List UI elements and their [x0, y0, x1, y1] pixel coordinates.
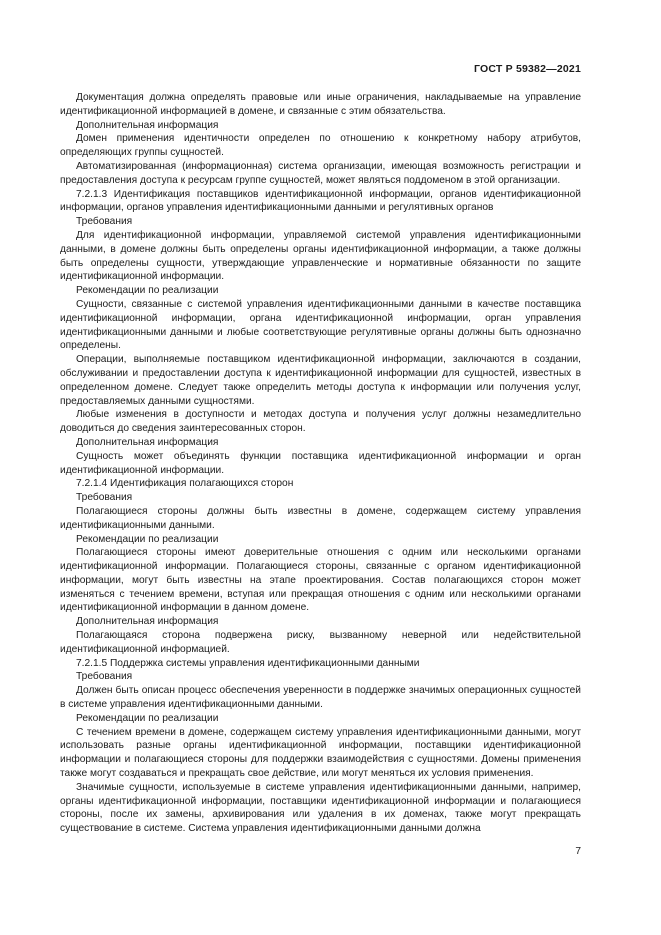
document-body — [60, 91, 581, 836]
section-label: Дополнительная информация — [76, 436, 219, 448]
paragraph: Полагающиеся стороны должны быть известны в домене, содержащем систему управления идентификационными данными. — [60, 505, 581, 531]
section-heading: 7.2.1.5 Поддержка системы управления идентификационными данными — [76, 657, 420, 669]
paragraph: Операции, выполняемые поставщиком идентификационной информации, заключаются в создании, обслуживании и предоставлении доступа к идентификационной информации для сущностей, известных в определенном домене. Следует также определить методы доступа к информации или получения услуг, предоставляемых данными сущностями. — [60, 354, 581, 407]
page-number: 7 — [575, 846, 581, 857]
paragraph: Полагающиеся стороны имеют доверительные отношения с одним или несколькими органами идентификационной информации. Полагающиеся стороны, связанные с органом идентификационной информации, могут быть известны на этапе проектирования. Состав полагающихся сторон может изменяться с течением времени, вступая или прекращая отношения с одним или несколькими органами идентификационной информации в данном домене. — [60, 547, 581, 614]
paragraph: Домен применения идентичности определен по отношению к конкретному набору атрибутов, определяющих группы сущностей. — [60, 133, 581, 159]
section-label: Рекомендации по реализации — [76, 285, 219, 297]
section-label: Рекомендации по реализации — [76, 533, 219, 545]
paragraph: Любые изменения в доступности и методах доступа и получения услуг должны незамедлительно доводиться до сведения заинтересованных сторон. — [60, 409, 581, 435]
paragraph: Автоматизированная (информационная) система организации, имеющая возможность регистрации и предоставления доступа к ресурсам группе сущностей, может являться поддоменом в этой организации. — [60, 160, 581, 186]
paragraph: Сущности, связанные с системой управления идентификационными данными в качестве поставщика идентификационной информации, органа идентификационной информации, орган управления идентификационными данными и любые соответствующие регулятивные органы должны быть однозначно определены. — [60, 298, 581, 352]
paragraph: Должен быть описан процесс обеспечения уверенности в поддержке значимых операционных сущностей в системе управления идентификационными данными. — [60, 685, 581, 711]
section-heading: 7.2.1.3 Идентификация поставщиков идентификационной информации, органов идентификационной информации, органов управления идентификационными данными и регулятивных органов — [60, 188, 581, 214]
paragraph: С течением времени в домене, содержащем систему управления идентификационными данными, могут использовать разные органы идентификационной информации, поставщики идентификационной информации и полагающиеся стороны для поддержки взаимодействия с сущностями. Домены применения также могут создаваться и прекращать свое действие, или могут меняться их условия применения. — [60, 726, 581, 780]
section-heading: 7.2.1.4 Идентификация полагающихся сторон — [76, 478, 294, 490]
paragraph: Сущность может объединять функции поставщика идентификационной информации и орган идентификационной информации. — [60, 450, 581, 476]
section-label: Рекомендации по реализации — [76, 712, 219, 724]
section-label: Дополнительная информация — [76, 119, 219, 131]
paragraph: Для идентификационной информации, управляемой системой управления идентификационными данными, в домене должны быть определены органы идентификационной информации, а также должны быть определены сущности, утверждающие управленческие и нормативные обязанности по защите идентификационной информации. — [60, 229, 581, 283]
paragraph: Документация должна определять правовые или иные ограничения, накладываемые на управление идентификационной информацией в домене, и связанные с этим обязательства. — [60, 92, 581, 117]
document-standard-header: ГОСТ Р 59382—2021 — [473, 63, 581, 75]
section-label: Требования — [76, 671, 133, 683]
section-label: Дополнительная информация — [76, 616, 219, 628]
section-label: Требования — [76, 216, 133, 228]
paragraph: Полагающаяся сторона подвержена риску, вызванному неверной или недействительной идентификационной информацией. — [60, 630, 581, 655]
section-label: Требования — [76, 492, 133, 504]
paragraph: Значимые сущности, используемые в системе управления идентификационными данными, например, органы идентификационной информации, поставщики идентификационной информации и полагающиеся стороны, после их замены, архивирования или удаления в их доменах, также могут прекращать существование в системе. Система управления идентификационными данными должна — [60, 781, 581, 835]
